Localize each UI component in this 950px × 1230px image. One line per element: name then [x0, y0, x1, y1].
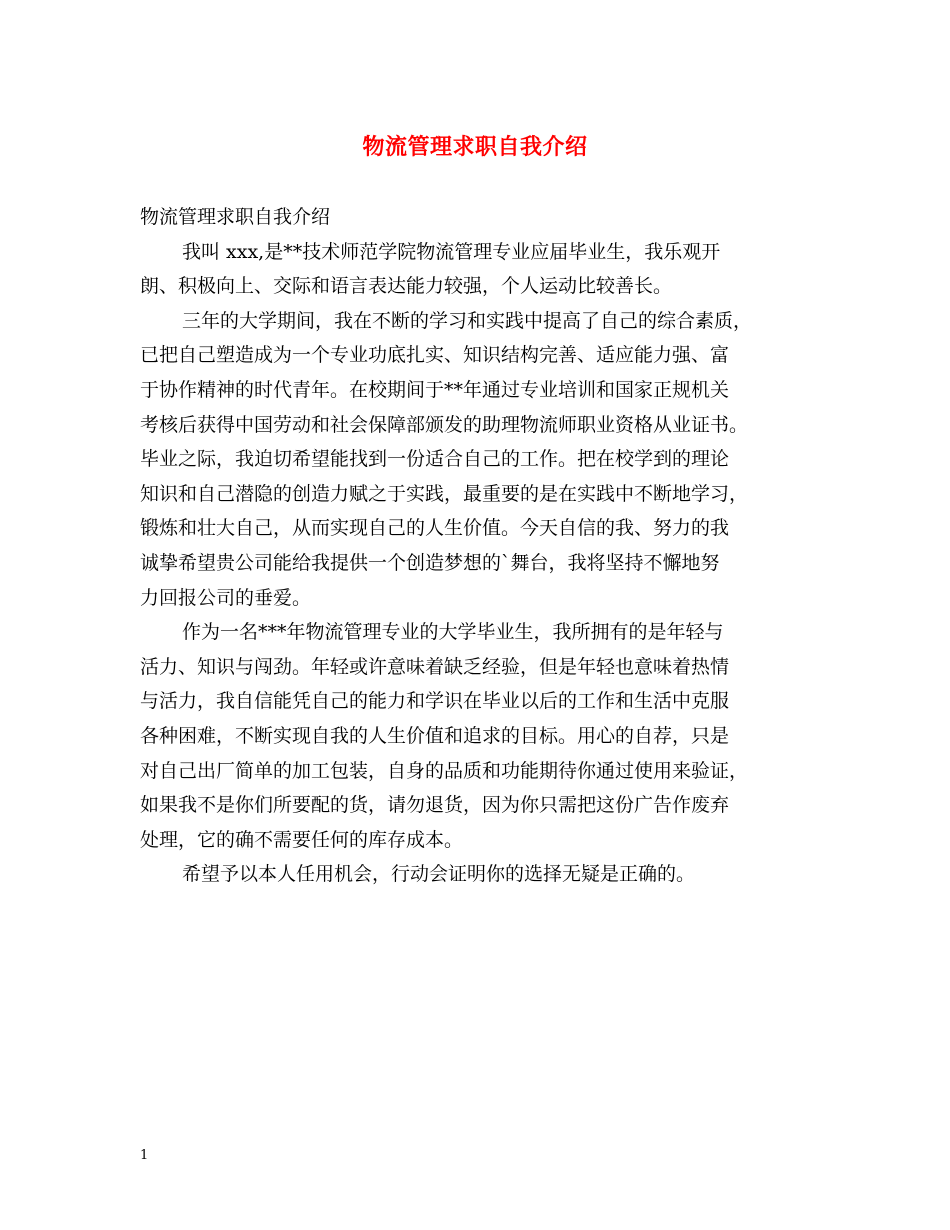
document-body — [140, 200, 815, 892]
paragraph-intro — [140, 235, 815, 304]
paragraph-graduate — [140, 615, 815, 857]
paragraph-line: 已把自己塑造成为一个专业功底扎实、知识结构完善、适应能力强、富 — [140, 344, 730, 367]
paragraph-line: 作为一名***年物流管理专业的大学毕业生，我所拥有的是年轻与 — [182, 621, 724, 644]
paragraph-line: 考核后获得中国劳动和社会保障部颁发的助理物流师职业资格从业证书。 — [140, 413, 749, 436]
paragraph-line: 与活力，我自信能凭自己的能力和学识在毕业以后的工作和生活中克服 — [140, 690, 730, 713]
paragraph-closing — [140, 857, 815, 892]
paragraph-line: 诚挚希望贵公司能给我提供一个创造梦想的`舞台，我将坚持不懈地努 — [140, 551, 720, 574]
paragraph-line: 三年的大学期间，我在不断的学习和实践中提高了自己的综合素质， — [182, 309, 753, 332]
paragraph-line: 于协作精神的时代青年。在校期间于**年通过专业培训和国家正规机关 — [140, 378, 730, 401]
document-title: 物流管理求职自我介绍 — [362, 134, 588, 160]
paragraph-line: 如果我不是你们所要配的货，请勿退货，因为你只需把这份广告作废弃 — [140, 794, 730, 817]
document-subtitle: 物流管理求职自我介绍 — [140, 206, 331, 228]
paragraph-line: 朗、积极向上、交际和语言表达能力较强，个人运动比较善长。 — [140, 275, 673, 298]
paragraph-line: 各种困难，不断实现自我的人生价值和追求的目标。用心的自荐，只是 — [140, 724, 730, 747]
paragraph-line: 力回报公司的垂爱。 — [140, 586, 312, 609]
page-number: 1 — [140, 1148, 149, 1163]
paragraph-line: 知识和自己潜隐的创造力赋之于实践，最重要的是在实践中不断地学习， — [140, 482, 749, 505]
paragraph-line: 毕业之际，我迫切希望能找到一份适合自己的工作。把在校学到的理论 — [140, 448, 730, 471]
paragraph-line: 我叫 xxx,是**技术师范学院物流管理专业应届毕业生，我乐观开 — [182, 240, 721, 263]
paragraph-line: 希望予以本人任用机会，行动会证明你的选择无疑是正确的。 — [182, 863, 696, 886]
paragraph-university — [140, 304, 815, 615]
paragraph-line: 锻炼和壮大自己，从而实现自己的人生价值。今天自信的我、努力的我 — [140, 517, 730, 540]
paragraph-line: 处理，它的确不需要任何的库存成本。 — [140, 828, 464, 851]
paragraph-line: 对自己出厂简单的加工包装，自身的品质和功能期待你通过使用来验证， — [140, 759, 749, 782]
paragraph-line: 活力、知识与闯劲。年轻或许意味着缺乏经验，但是年轻也意味着热情 — [140, 655, 730, 678]
